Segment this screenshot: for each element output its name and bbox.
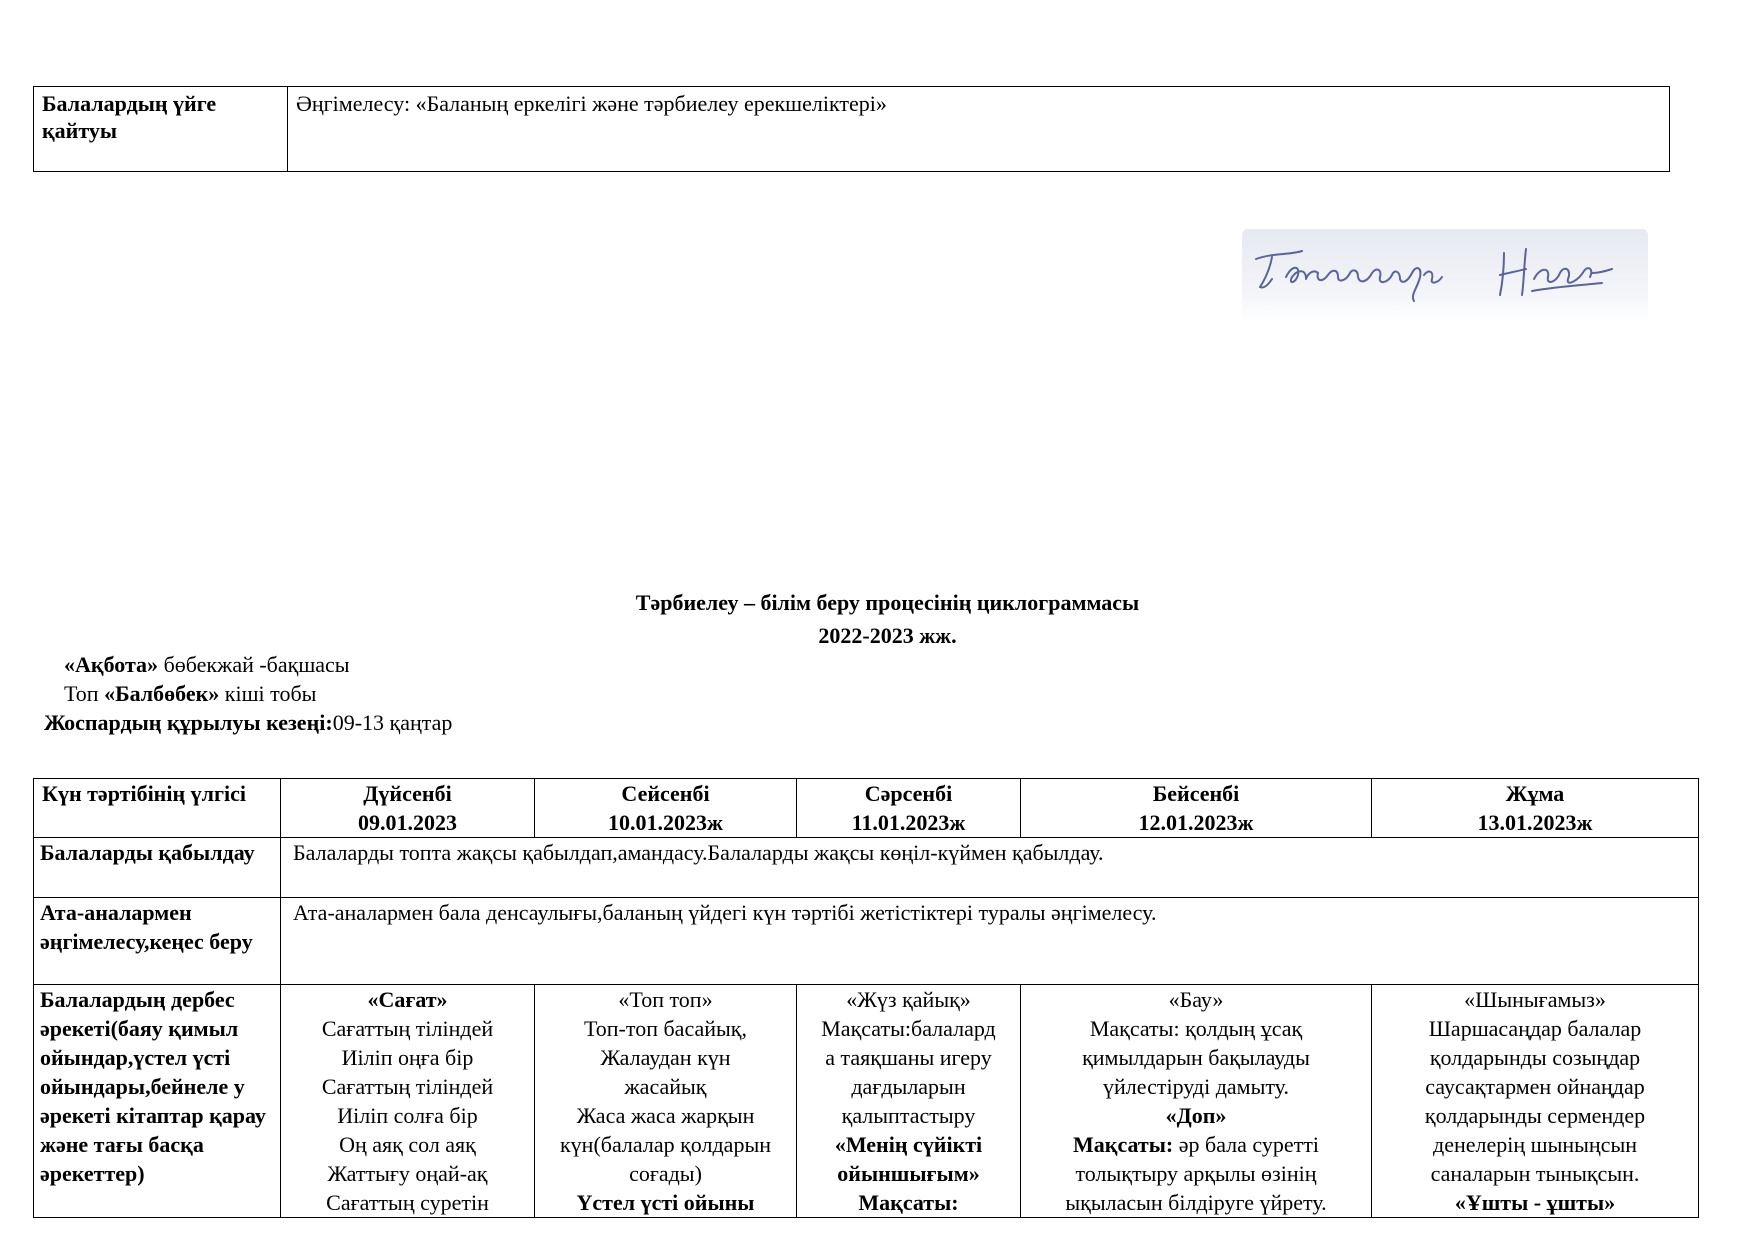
activity-title: «Топ топ» — [618, 987, 713, 1012]
period-line — [44, 709, 452, 737]
activity-line: қимылдарын бақылауды — [1082, 1045, 1310, 1070]
header-friday — [1372, 779, 1699, 838]
activity-line: қолдарынды сермендер — [1424, 1103, 1646, 1128]
day-name: Сейсенбі — [621, 781, 710, 806]
activity-line: Сағаттың тіліндей — [321, 1074, 494, 1099]
activity-line: үйлестіруді дамыту. — [1103, 1074, 1289, 1099]
activity-line: денелерің шыныңсын — [1433, 1132, 1637, 1157]
activity-line: Иіліп оңға бір — [341, 1045, 474, 1070]
activity-line: Сағаттың суретін — [326, 1190, 489, 1215]
activity-line: «Менің сүйікті — [834, 1132, 983, 1157]
activity-line: Сағаттың тіліндей — [321, 1016, 494, 1041]
day-name: Бейсенбі — [1152, 781, 1240, 806]
header-tuesday — [535, 779, 797, 838]
activity-line: Оң аяқ сол аяқ — [339, 1132, 476, 1157]
table-header-row — [34, 779, 1699, 838]
activity-line: Мақсаты: — [858, 1190, 959, 1215]
document-title — [0, 586, 1755, 652]
reception-text: Балаларды топта жақсы қабылдап,амандасу.Балаларды жақсы көңіл-күймен қабылдау. — [281, 838, 1699, 898]
activity-line: қолдарынды созыңдар — [1429, 1045, 1641, 1070]
day-date: 12.01.2023ж — [1138, 810, 1254, 835]
activity-monday — [281, 985, 535, 1218]
activity-line: жасайық — [624, 1074, 707, 1099]
activity-line: дағдыларын — [851, 1074, 966, 1099]
activity-title: «Сағат» — [367, 987, 448, 1012]
kindergarten-rest: бөбекжай -бақшасы — [158, 652, 350, 677]
activity-line: Шаршасаңдар балалар — [1428, 1016, 1642, 1041]
activity-title: «Бау» — [1168, 987, 1224, 1012]
activity-wednesday — [797, 985, 1021, 1218]
activity-line: толықтыру арқылы өзінің — [1075, 1161, 1317, 1186]
header-wednesday — [797, 779, 1021, 838]
return-home-label: Балалардың үйге қайтуы — [34, 87, 288, 172]
group-prefix: Топ — [64, 681, 105, 706]
activity-line: күн(балалар қолдарын — [559, 1132, 771, 1157]
goal-text: әр бала суретті — [1173, 1132, 1319, 1157]
day-name: Жұма — [1505, 781, 1565, 806]
activity-title: «Шынығамыз» — [1464, 987, 1606, 1012]
day-date: 11.01.2023ж — [851, 810, 966, 835]
activity-line: Жаттығу оңай-ақ — [327, 1161, 488, 1186]
reception-label: Балаларды қабылдау — [34, 838, 281, 898]
day-date: 13.01.2023ж — [1477, 810, 1593, 835]
activity-friday — [1372, 985, 1699, 1218]
day-name: Дүйсенбі — [363, 781, 452, 806]
activity-label-text: Балалардың дербес әрекеті(баяу қимыл ойындар,үстел үсті ойындары,бейнеле у әрекеті кітаптар қарау және тағы басқа әрекеттер) — [40, 987, 266, 1186]
table-row — [34, 87, 1670, 172]
parents-text: Ата-аналармен бала денсаулығы,баланың үйдегі күн тәртібі жетістіктері туралы әңгімелесу. — [281, 898, 1699, 985]
activity-line: а таяқшаны игеру — [825, 1045, 992, 1070]
activity-line: «Доп» — [1165, 1103, 1227, 1128]
kindergarten-name: «Ақбота» — [64, 652, 159, 677]
activity-line: қалыптастыру — [841, 1103, 976, 1128]
activity-title: «Жүз қайық» — [846, 987, 971, 1012]
table-row — [34, 838, 1699, 898]
handwritten-signature — [1242, 229, 1648, 321]
activity-line: Үстел үсті ойыны — [576, 1190, 755, 1215]
activity-line: соғады) — [629, 1161, 702, 1186]
return-home-text: Әңгімелесу: «Баланың еркелігі және тәрбиелеу ерекшеліктері» — [288, 87, 1670, 172]
activity-line: Иіліп солға бір — [337, 1103, 478, 1128]
activity-line: Мақсаты:балалард — [821, 1016, 996, 1041]
activity-line: саналарын тынықсын. — [1430, 1161, 1640, 1186]
title-line-2: 2022-2023 жж. — [818, 623, 957, 648]
activity-thursday — [1021, 985, 1372, 1218]
signature-stamp — [1242, 229, 1648, 321]
activity-line: «Ұшты - ұшты» — [1454, 1190, 1616, 1215]
activity-line — [1027, 1130, 1365, 1159]
activity-line: ойыншығым» — [837, 1161, 980, 1186]
activity-line: саусақтармен ойнаңдар — [1425, 1074, 1645, 1099]
parents-label: Ата-аналармен әңгімелесу,кеңес беру — [34, 898, 281, 985]
activity-line: Топ-топ басайық, — [584, 1016, 747, 1041]
table-row — [34, 898, 1699, 985]
goal-label: Мақсаты: — [1073, 1132, 1174, 1157]
group-name: «Балбөбек» — [104, 681, 220, 706]
header-routine: Күн тәртібінің үлгісі — [34, 779, 281, 838]
title-line-1: Тәрбиелеу – білім беру процесінің циклограммасы — [635, 590, 1140, 615]
activity-line: Жалаудан күн — [600, 1045, 731, 1070]
group-rest: кіші тобы — [219, 681, 317, 706]
activity-line: Жаса жаса жарқын — [576, 1103, 755, 1128]
header-monday — [281, 779, 535, 838]
group-line — [64, 680, 316, 708]
day-date: 09.01.2023 — [358, 810, 457, 835]
period-value: 09-13 қаңтар — [332, 710, 453, 735]
return-home-table — [33, 86, 1670, 172]
day-name: Сәрсенбі — [864, 781, 953, 806]
kindergarten-line — [64, 651, 350, 679]
cyclogram-table — [33, 778, 1699, 1218]
day-date: 10.01.2023ж — [608, 810, 723, 835]
period-label: Жоспардың құрылуы кезеңі: — [44, 710, 333, 735]
activity-line: Мақсаты: қолдың ұсақ — [1089, 1016, 1303, 1041]
activity-label — [34, 985, 281, 1218]
activity-tuesday — [535, 985, 797, 1218]
table-row — [34, 985, 1699, 1218]
header-thursday — [1021, 779, 1372, 838]
activity-line: ықыласын білдіруге үйрету. — [1065, 1190, 1327, 1215]
